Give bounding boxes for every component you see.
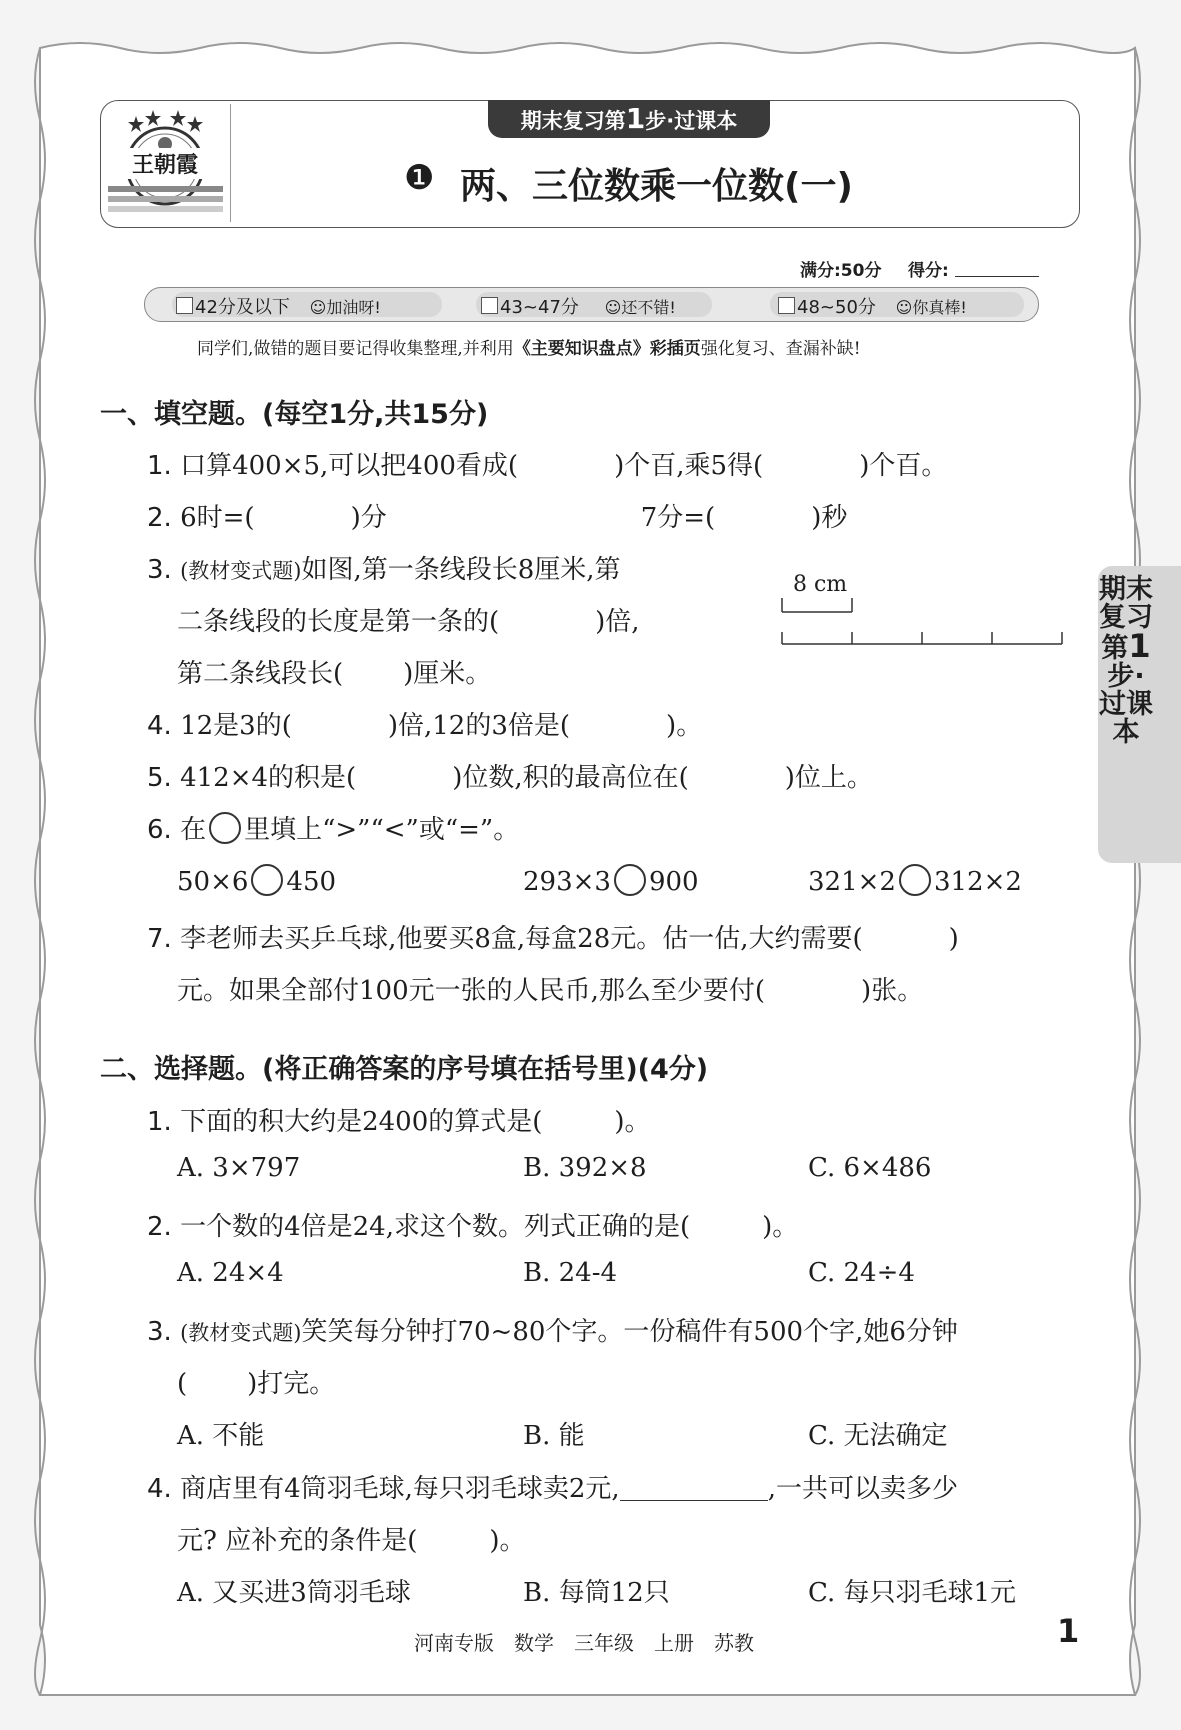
question-text: )分	[350, 503, 387, 533]
question-text: )位数,积的最高位在(	[452, 763, 689, 793]
option-b[interactable]: B. 每筒12只	[523, 1578, 670, 1608]
question-number: 2.	[147, 503, 172, 533]
question-text: )打完。	[247, 1369, 336, 1399]
compare-item-2	[523, 864, 699, 897]
question-1-3	[147, 549, 621, 586]
score-blank	[955, 276, 1039, 277]
question-text: 里填上“>”“<”或“=”。	[244, 815, 520, 845]
question-text: )。	[762, 1212, 799, 1242]
side-tab-text	[1098, 576, 1154, 747]
question-text: )倍,	[595, 607, 640, 637]
question-text: )位上。	[784, 763, 873, 793]
question-number: 6.	[147, 815, 172, 845]
compare-left: 50×6	[177, 867, 249, 897]
header-divider	[230, 104, 231, 222]
option-a[interactable]: A. 又买进3筒羽毛球	[177, 1578, 411, 1608]
unit-number-badge: ❶	[404, 158, 435, 198]
question-text: 元? 应补充的条件是(	[177, 1526, 418, 1556]
question-1-5	[147, 757, 873, 794]
question-text: 下面的积大约是2400的算式是(	[180, 1107, 543, 1137]
notice-text: 同学们,做错的题目要记得收集整理,并利用	[197, 339, 514, 359]
notice-text-end: 强化复习、查漏补缺!	[700, 339, 861, 359]
page-number: 1	[1057, 1612, 1080, 1650]
question-2-2	[147, 1206, 798, 1243]
compare-right: 900	[648, 867, 699, 897]
question-text: )个百,乘5得(	[614, 451, 764, 481]
question-text: )。	[489, 1526, 526, 1556]
question-number: 5.	[147, 763, 172, 793]
smiley-icon: ☺	[895, 298, 913, 317]
question-1-2	[147, 497, 847, 534]
notice-line	[197, 334, 861, 359]
question-2-3	[147, 1311, 958, 1348]
banner-tab	[488, 100, 770, 138]
question-1-7-line-2	[177, 970, 923, 1007]
full-score: 满分:50分	[800, 261, 882, 281]
question-2-3-line-2	[177, 1363, 335, 1400]
question-text: 一个数的4倍是24,求这个数。列式正确的是(	[180, 1212, 691, 1242]
question-number: 1.	[147, 451, 172, 481]
compare-left: 293×3	[523, 867, 611, 897]
question-1-3-line-3	[177, 653, 491, 690]
compare-circle[interactable]	[209, 812, 241, 844]
question-text: ,一共可以卖多少	[767, 1474, 958, 1504]
fill-in-blank[interactable]	[620, 1474, 768, 1501]
option-a[interactable]: A. 不能	[177, 1421, 265, 1451]
score-label: 得分:	[908, 261, 949, 281]
rating-option-3[interactable]	[778, 293, 967, 319]
banner-prefix: 期末复习第	[520, 109, 626, 133]
question-text: 笑笑每分钟打70~80个字。一份稿件有500个字,她6分钟	[301, 1317, 958, 1347]
logo-text: 王朝霞	[122, 148, 208, 179]
rating-comment: 加油呀!	[326, 298, 381, 317]
question-text: 二条线段的长度是第一条的(	[177, 607, 500, 637]
question-number: 3.	[147, 555, 172, 585]
question-text: 412×4的积是(	[180, 763, 357, 793]
notice-highlight: 《主要知识盘点》彩插页	[513, 339, 701, 359]
question-2-1	[147, 1101, 651, 1138]
option-b[interactable]: B. 能	[523, 1421, 585, 1451]
option-b[interactable]: B. 392×8	[523, 1153, 647, 1183]
compare-left: 321×2	[808, 867, 896, 897]
question-text: 商店里有4筒羽毛球,每只羽毛球卖2元,	[180, 1474, 620, 1504]
question-2-4-line-2	[177, 1520, 526, 1557]
question-text: )	[948, 924, 959, 954]
option-c[interactable]: C. 无法确定	[808, 1421, 948, 1451]
side-tab-number: 1	[1128, 627, 1151, 665]
option-a[interactable]: A. 24×4	[177, 1258, 284, 1288]
question-number: 1.	[147, 1107, 172, 1137]
compare-circle[interactable]	[899, 864, 931, 896]
section-2-heading: 二、选择题。(将正确答案的序号填在括号里)(4分)	[100, 1054, 709, 1085]
rating-range: 42分及以下	[195, 297, 290, 318]
question-text: 7分=(	[640, 503, 716, 533]
question-text: )。	[666, 711, 703, 741]
smiley-icon: ☺	[604, 298, 622, 317]
option-a[interactable]: A. 3×797	[177, 1153, 301, 1183]
compare-item-3	[808, 864, 1022, 897]
question-1-3-line-2	[177, 601, 640, 638]
question-text: )秒	[811, 503, 848, 533]
rating-comment: 你真棒!	[912, 298, 967, 317]
question-number: 4.	[147, 711, 172, 741]
question-1-1	[147, 445, 947, 482]
rating-option-2[interactable]	[481, 293, 676, 319]
question-text: 第二条线段长(	[177, 659, 344, 689]
question-text: 元。如果全部付100元一张的人民币,那么至少要付(	[177, 976, 766, 1006]
question-number: 4.	[147, 1474, 172, 1504]
segment-figure	[776, 596, 1066, 652]
question-1-4	[147, 705, 702, 742]
rating-range: 48~50分	[797, 297, 876, 318]
question-1-6	[147, 809, 519, 846]
question-text: 在	[180, 815, 207, 845]
compare-circle[interactable]	[614, 864, 646, 896]
question-text: 6时=(	[180, 503, 255, 533]
question-tag: (教材变式题)	[180, 1321, 302, 1345]
question-text: 12是3的(	[180, 711, 292, 741]
option-b[interactable]: B. 24-4	[523, 1258, 618, 1288]
question-1-7	[147, 918, 959, 955]
footer-info: 河南专版 数学 三年级 上册 苏教	[414, 1631, 754, 1655]
option-c[interactable]: C. 6×486	[808, 1153, 932, 1183]
question-number: 7.	[147, 924, 172, 954]
side-tab-prefix: 期末复习第	[1099, 574, 1153, 664]
option-c[interactable]: C. 24÷4	[808, 1258, 915, 1288]
question-text: )倍,12的3倍是(	[387, 711, 571, 741]
question-text: )厘米。	[403, 659, 492, 689]
rating-range: 43~47分	[500, 297, 579, 318]
compare-right: 312×2	[933, 867, 1022, 897]
question-text: )。	[614, 1107, 651, 1137]
rating-checkbox[interactable]	[481, 297, 498, 314]
banner-step-number: 1	[625, 102, 646, 135]
compare-item-1	[177, 864, 336, 897]
compare-right: 450	[286, 867, 337, 897]
question-text: 口算400×5,可以把400看成(	[180, 451, 519, 481]
question-text: 李老师去买乒乓球,他要买8盒,每盒28元。估一估,大约需要(	[180, 924, 863, 954]
rating-comment: 还不错!	[621, 298, 676, 317]
rating-option-1[interactable]	[176, 293, 381, 319]
question-2-4	[147, 1468, 958, 1505]
segment-figure-label: 8 cm	[793, 572, 848, 597]
question-number: 2.	[147, 1212, 172, 1242]
option-c[interactable]: C. 每只羽毛球1元	[808, 1578, 1017, 1608]
page-title: 两、三位数乘一位数(一)	[460, 166, 853, 207]
question-text: )张。	[861, 976, 924, 1006]
banner-suffix: 步·过课本	[645, 109, 738, 133]
smiley-icon: ☺	[309, 298, 327, 317]
question-text: 如图,第一条线段长8厘米,第	[301, 555, 621, 585]
section-1-heading: 一、填空题。(每空1分,共15分)	[100, 399, 489, 430]
question-text: )个百。	[859, 451, 948, 481]
compare-circle[interactable]	[251, 864, 283, 896]
rating-checkbox[interactable]	[778, 297, 795, 314]
question-number: 3.	[147, 1317, 172, 1347]
question-tag: (教材变式题)	[180, 559, 302, 583]
question-text: (	[177, 1369, 188, 1399]
rating-checkbox[interactable]	[176, 297, 193, 314]
side-tab-suffix: 步·过课本	[1099, 661, 1153, 748]
